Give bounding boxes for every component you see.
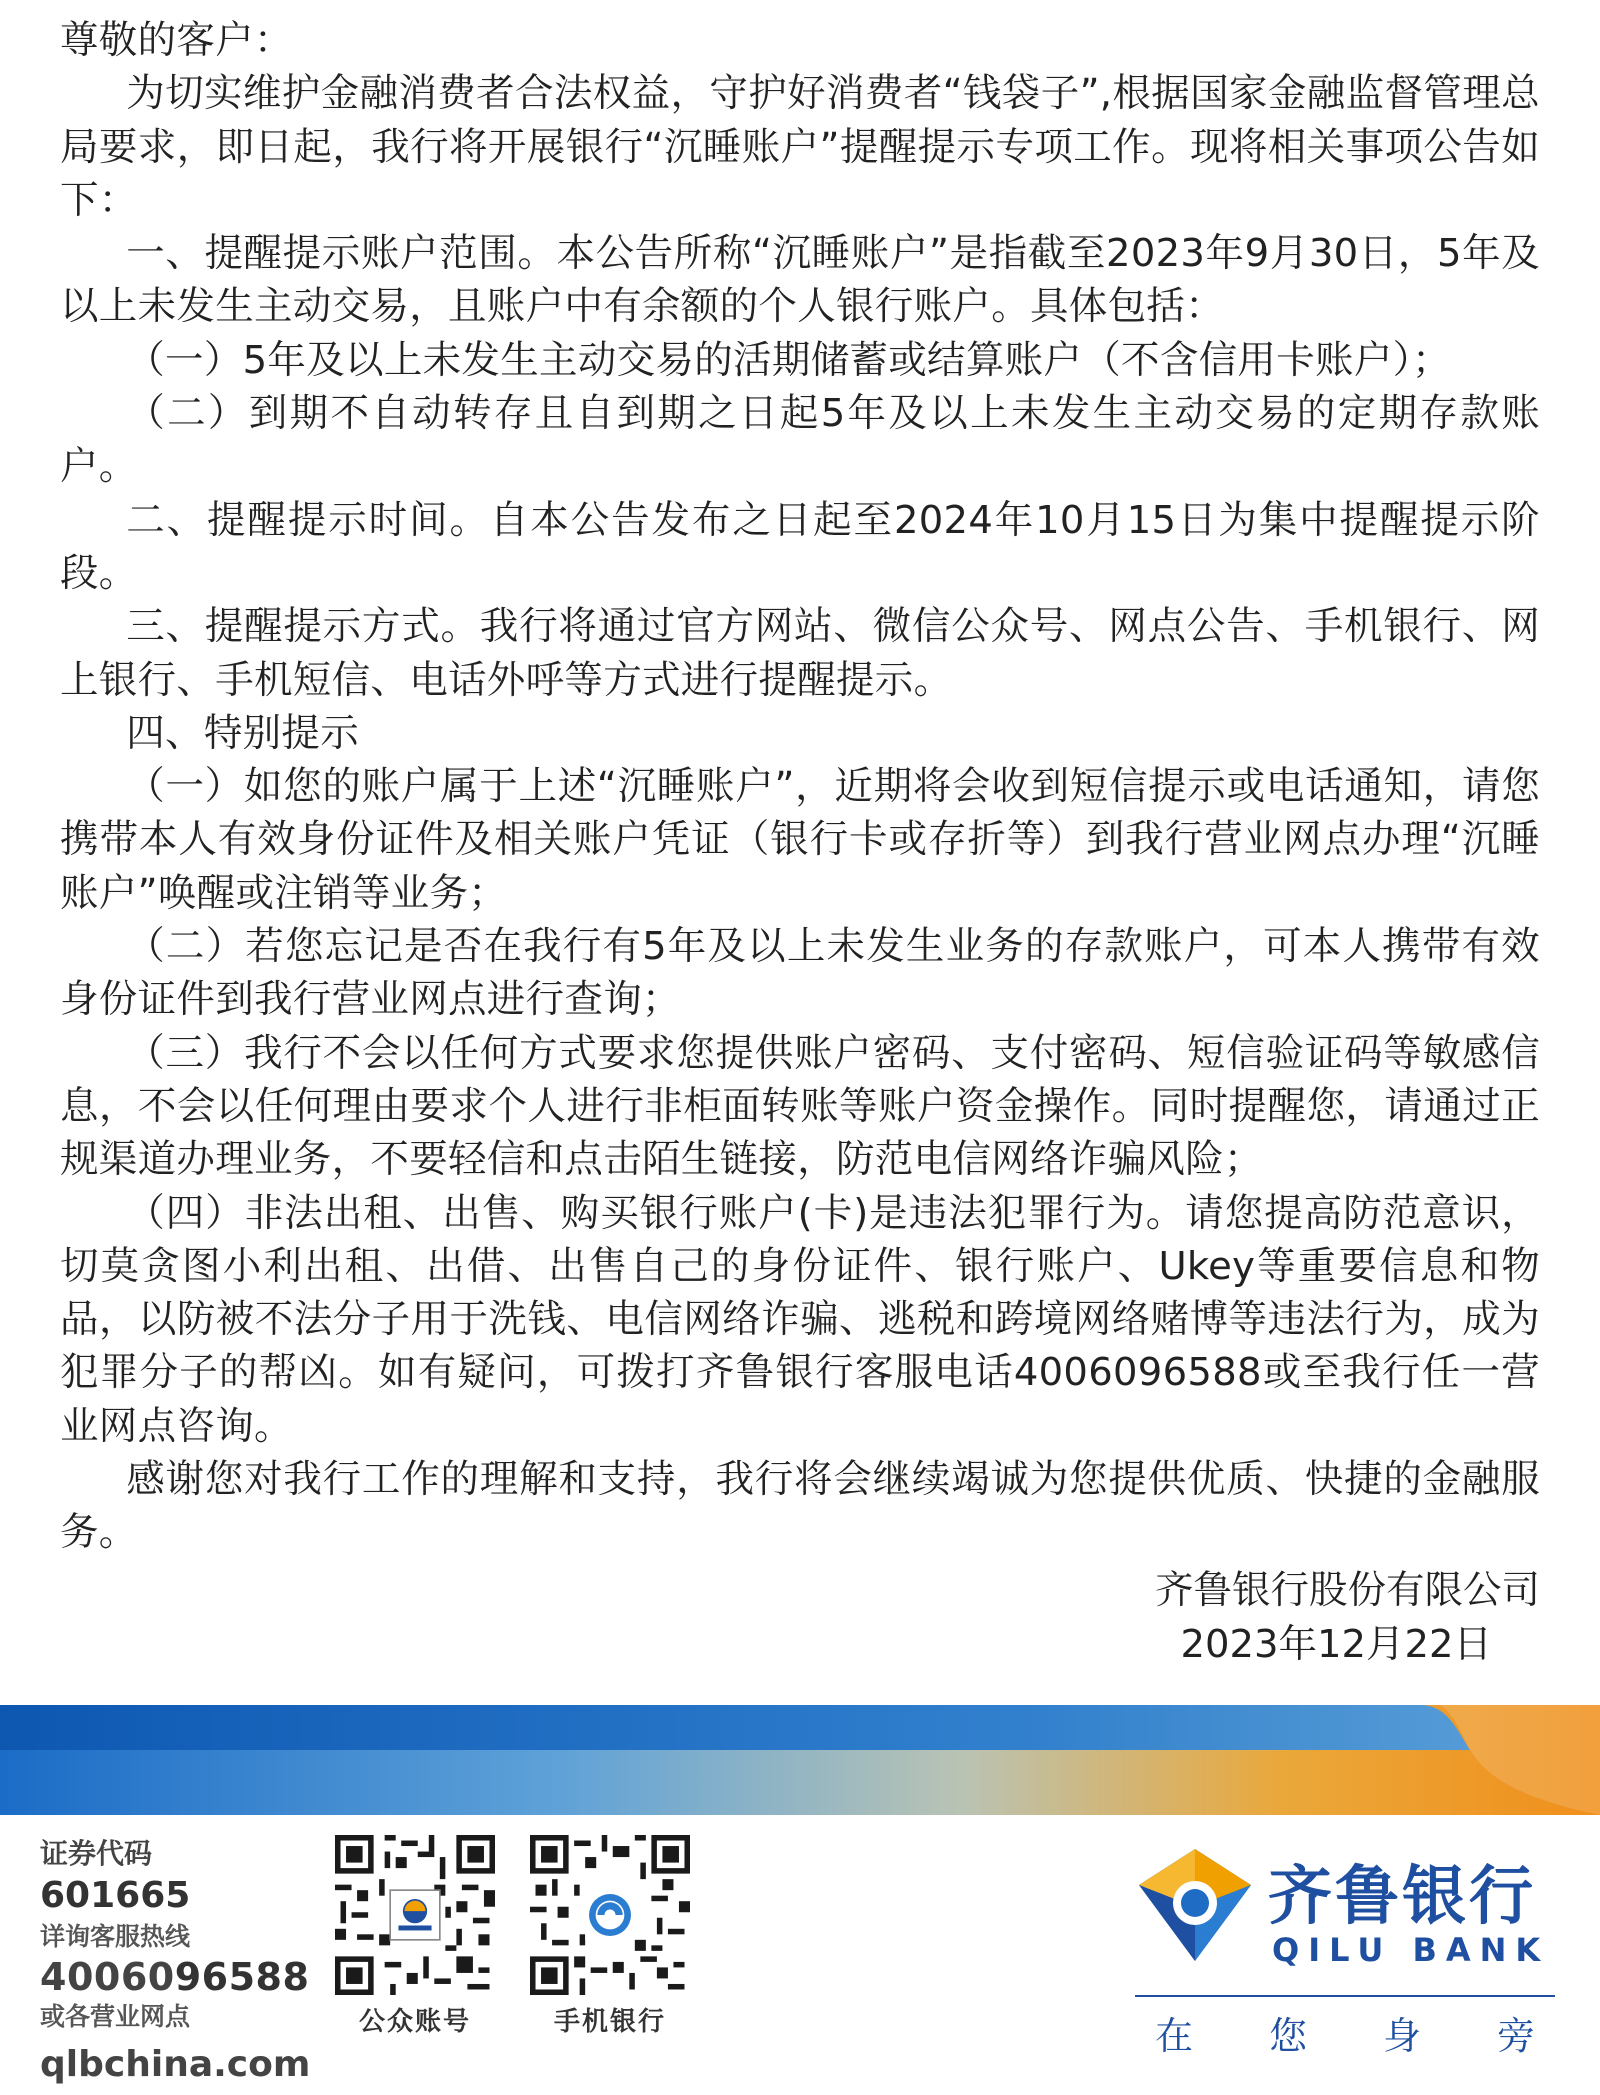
paragraph-special-2: （二）若您忘记是否在我行有5年及以上未发生业务的存款账户，可本人携带有效身份证件到我行营业网点进行查询； [60, 924, 1540, 1023]
greeting: 尊敬的客户： [60, 18, 293, 63]
signature-date: 2023年12月22日 [1180, 1622, 1492, 1667]
notice-body [60, 14, 1540, 1560]
slogan-char: 在 [1155, 2014, 1194, 2058]
paragraph-special-3: （三）我行不会以任何方式要求您提供账户密码、支付密码、短信验证码等敏感信息，不会以任何理由要求个人进行非柜面转账等账户资金操作。同时提醒您，请通过正规渠道办理业务，不要轻信和点击陌生链接，防范电信网络诈骗风险； [60, 1030, 1540, 1183]
slogan [1135, 2005, 1555, 2060]
bank-name-cn: 齐鲁银行 [1268, 1860, 1536, 1934]
contact-info [40, 1833, 311, 2095]
slogan-char: 身 [1382, 2014, 1421, 2058]
branch-label: 或各营业网点 [40, 2002, 191, 2031]
hotline-number [40, 1955, 310, 1999]
hotline-label: 详询客服热线 [40, 1922, 191, 1951]
bank-name-en: QILU BANK [1272, 1931, 1550, 1969]
hotline-suffix: 96588 [174, 1955, 310, 1999]
footer-gradient-band [0, 1705, 1600, 1815]
paragraph-method: 三、提醒提示方式。我行将通过官方网站、微信公众号、网点公告、手机银行、网上银行、手机短信、电话外呼等方式进行提醒提示。 [60, 604, 1540, 703]
stock-code: 601665 [40, 1875, 191, 1916]
qr-label-mobile-banking: 手机银行 [553, 2007, 666, 2037]
qr-code-official-account[interactable] [335, 1835, 495, 1995]
bank-logo [1130, 1837, 1560, 2057]
hotline-prefix: 40060 [40, 1955, 175, 1999]
slogan-char: 您 [1268, 2014, 1307, 2058]
website-link[interactable]: qlbchina.com [40, 2044, 311, 2085]
paragraph-intro: 为切实维护金融消费者合法权益，守护好消费者“钱袋子”,根据国家金融监督管理总局要求，即日起，我行将开展银行“沉睡账户”提醒提示专项工作。现将相关事项公告如下： [60, 71, 1540, 223]
paragraph-special-4: （四）非法出租、出售、购买银行账户(卡)是违法犯罪行为。请您提高防范意识，切莫贪图小利出租、出借、出售自己的身份证件、银行账户、Ukey等重要信息和物品，以防被不法分子用于洗钱、电信网络诈骗、逃税和跨境网络赌博等违法行为，成为犯罪分子的帮凶。如有疑问，可拨打齐鲁银行客服电话4006096588或至我行任一营业网点咨询。 [60, 1190, 1540, 1449]
logo-divider [1135, 1995, 1555, 1997]
bank-emblem-icon [1135, 1845, 1255, 1965]
paragraph-scope-item-1: （一）5年及以上未发生主动交易的活期储蓄或结算账户（不含信用卡账户）； [126, 337, 1451, 383]
stock-label: 证券代码 [40, 1837, 153, 1870]
paragraph-time: 二、提醒提示时间。自本公告发布之日起至2024年10月15日为集中提醒提示阶段。 [60, 497, 1540, 596]
paragraph-scope-item-2: （二）到期不自动转存且自到期之日起5年及以上未发生主动交易的定期存款账户。 [60, 391, 1540, 490]
paragraph-scope: 一、提醒提示账户范围。本公告所称“沉睡账户”是指截至2023年9月30日，5年及以上未发生主动交易，且账户中有余额的个人银行账户。具体包括： [60, 231, 1540, 330]
stock-code-row [40, 1833, 300, 1919]
qr-label-official-account: 公众账号 [358, 2007, 471, 2037]
footer [0, 1815, 1600, 2085]
paragraph-special-1: （一）如您的账户属于上述“沉睡账户”，近期将会收到短信提示或电话通知，请您携带本人有效身份证件及相关账户凭证（银行卡或存折等）到我行营业网点办理“沉睡账户”唤醒或注销等业务； [60, 764, 1540, 916]
slogan-char: 旁 [1496, 2014, 1535, 2058]
paragraph-thanks: 感谢您对我行工作的理解和支持，我行将会继续竭诚为您提供优质、快捷的金融服务。 [60, 1457, 1540, 1556]
signature-company: 齐鲁银行股份有限公司 [1154, 1568, 1540, 1613]
signature-block [1060, 1564, 1540, 1672]
qr-code-mobile-banking[interactable] [530, 1835, 690, 1995]
paragraph-special-heading: 四、特别提示 [126, 710, 360, 756]
